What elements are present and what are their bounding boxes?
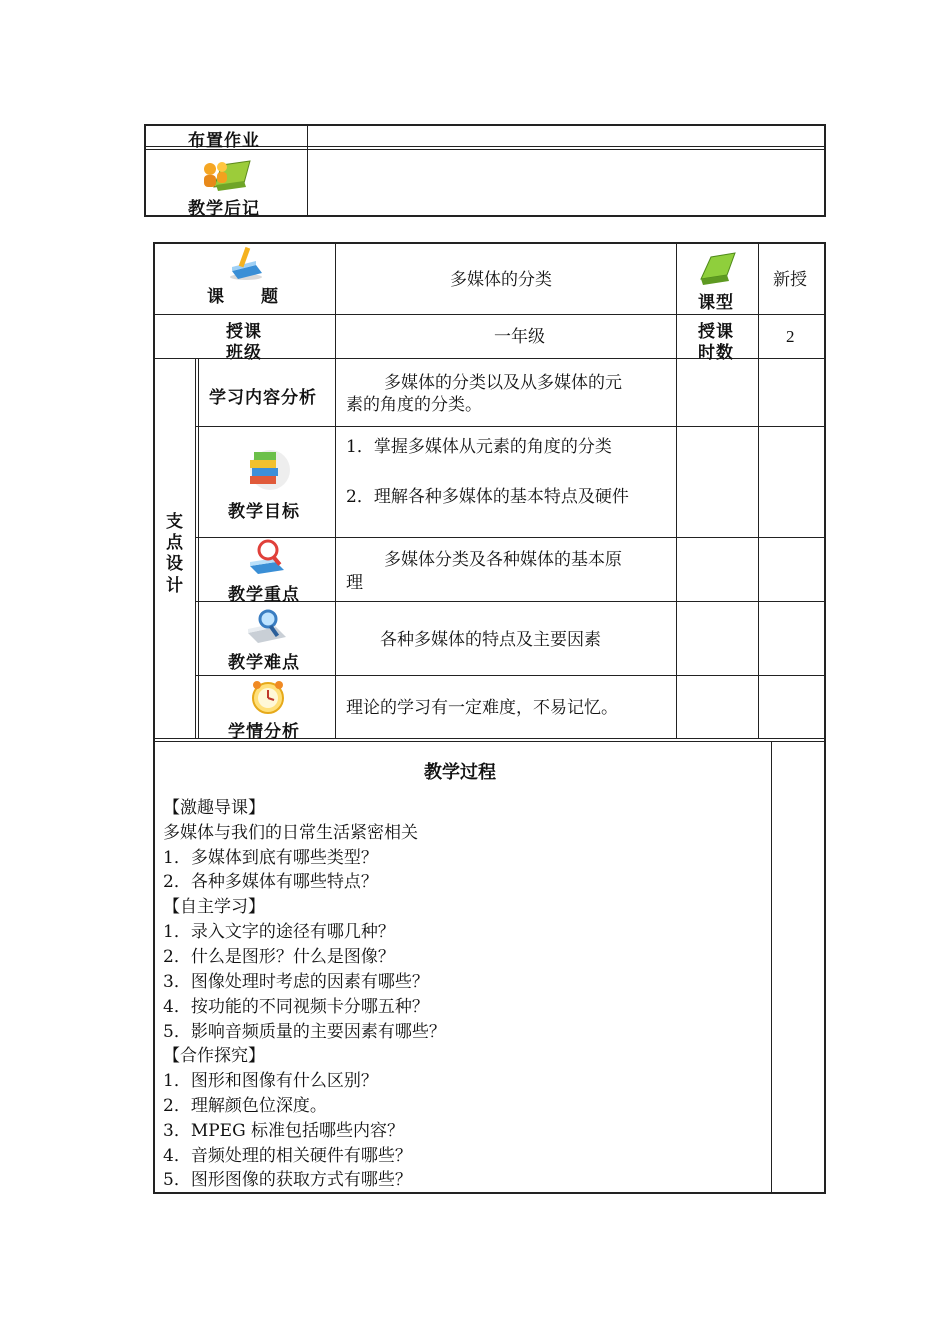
- search-icon: [246, 607, 290, 651]
- green-book-icon: [697, 249, 739, 289]
- afterword-label: 教学后记: [188, 199, 260, 219]
- objective-2: 2．理解各种多媒体的基本特点及硬件: [346, 487, 629, 507]
- process-line: 3．图像处理时考虑的因素有哪些？: [163, 972, 429, 992]
- student-analysis-label: 学情分析: [228, 722, 300, 742]
- process-line: 【激趣导课】: [163, 798, 265, 818]
- process-line: 1．多媒体到底有哪些类型？: [163, 848, 378, 868]
- process-line: 【自主学习】: [163, 897, 265, 917]
- hours-label-2: 时数: [698, 343, 734, 363]
- difficulties-label: 教学难点: [228, 653, 300, 673]
- hours-value: 2: [786, 327, 795, 346]
- class-value: 一年级: [494, 327, 545, 347]
- content-analysis-label: 学习内容分析: [209, 388, 317, 408]
- process-line: 1．图形和图像有什么区别？: [163, 1071, 378, 1091]
- content-analysis-text-2: 素的角度的分类。: [346, 395, 482, 415]
- process-line: 2．理解颜色位深度。: [163, 1096, 327, 1116]
- process-line: 2．各种多媒体有哪些特点？: [163, 872, 378, 892]
- content-analysis-text-1: 多媒体的分类以及从多媒体的元: [384, 373, 622, 393]
- process-line: 5．影响音频质量的主要因素有哪些？: [163, 1022, 446, 1042]
- process-title: 教学过程: [424, 762, 496, 783]
- difficulties-text: 各种多媒体的特点及主要因素: [380, 630, 601, 650]
- people-book-icon: [200, 153, 252, 197]
- topic-value: 多媒体的分类: [450, 270, 552, 290]
- book-pencil-icon: [226, 245, 266, 285]
- class-label-1: 授课: [226, 322, 262, 342]
- process-line: 4．音频处理的相关硬件有哪些？: [163, 1146, 412, 1166]
- type-label: 课型: [698, 293, 734, 313]
- homework-label: 布置作业: [188, 131, 260, 151]
- process-line: 5．图形图像的获取方式有哪些？: [163, 1170, 412, 1190]
- process-line: 1．录入文字的途径有哪几种？: [163, 922, 395, 942]
- page: 布置作业 教学后记 课 题 多媒体的分类 课型 新授 授课 班级 一年级 授课 时数 2 支 点 设 计 学习内容分析 多媒体的分类以及从多媒体的元 素的角度的分类。 教学目标 1．掌握多媒体从元素的角度的分类 2．理解各种多媒体的基本特点及硬件 教学重点 多媒体分类及各种媒体的基本原 理 教学难点 各种多媒体的特点及主要因素 学情分析 理论的学习有一定难度，不易记忆。 教学过程 【激趣导课】 多媒体与我们的日常生活紧密相关 1．多媒体到底有哪些类型？ 2．各种多媒体有哪些特点？ 【自主学习】 1．录入文字的途径有哪几种？ 2．什么是图形？什么是图像？ 3．图像处理时考虑的因素有哪些？ 4．按功能的不同视频卡分哪五种？ 5．影响音频质量的主要因素有哪些？ 【合作探究】 1．图形和图像有什么区别？ 2．理解颜色位深度。 3．MPEG 标准包括哪些内容？ 4．音频处理的相关硬件有哪些？ 5．图形图像的获取方式有哪些？: [0, 0, 950, 1344]
- process-line: 4．按功能的不同视频卡分哪五种？: [163, 997, 429, 1017]
- objective-1: 1．掌握多媒体从元素的角度的分类: [346, 437, 612, 457]
- process-line: 【合作探究】: [163, 1046, 265, 1066]
- student-analysis-text: 理论的学习有一定难度，不易记忆。: [346, 698, 618, 718]
- key-points-text-1: 多媒体分类及各种媒体的基本原: [384, 550, 622, 570]
- hours-label-1: 授课: [698, 322, 734, 342]
- key-points-label: 教学重点: [228, 585, 300, 605]
- process-line: 2．什么是图形？什么是图像？: [163, 947, 395, 967]
- topic-label: 课 题: [207, 287, 279, 307]
- key-points-text-2: 理: [346, 573, 363, 593]
- process-line: 3．MPEG 标准包括哪些内容？: [163, 1121, 405, 1141]
- book-magnifier-icon: [246, 538, 290, 582]
- books-stack-icon: [244, 446, 292, 496]
- process-line: 多媒体与我们的日常生活紧密相关: [163, 823, 418, 843]
- objectives-label: 教学目标: [228, 502, 300, 522]
- alarm-clock-icon: [248, 678, 288, 720]
- class-label-2: 班级: [226, 343, 262, 363]
- type-value: 新授: [773, 270, 807, 290]
